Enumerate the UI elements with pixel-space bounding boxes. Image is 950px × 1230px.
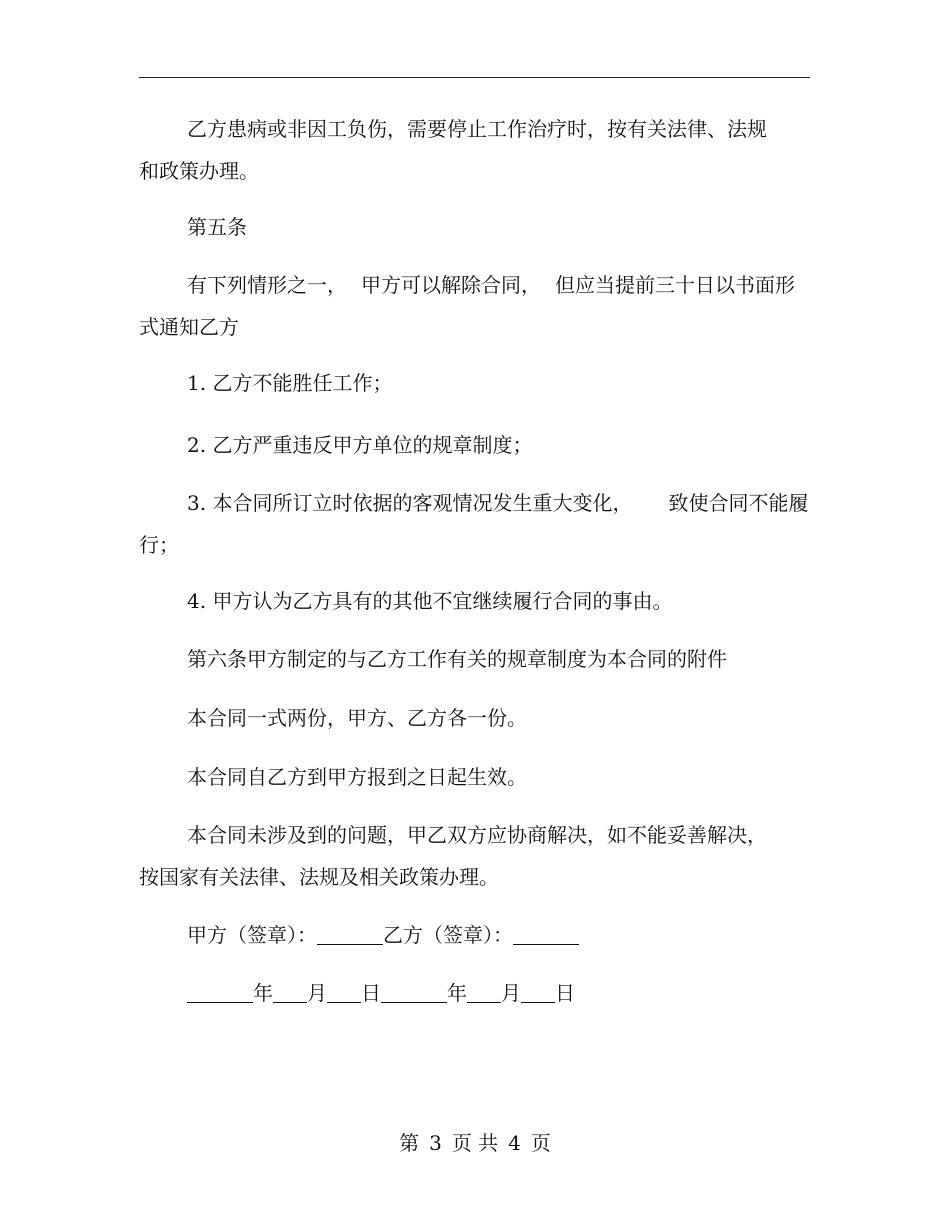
month-label: 月 [307,981,327,1005]
page-suffix: 页 [530,1131,551,1155]
paragraph-illness [139,108,810,192]
year-label: 年 [447,981,467,1005]
party-b-day-blank[interactable] [521,982,555,1003]
month-label: 月 [501,981,521,1005]
day-label: 日 [555,981,575,1005]
list-item-2 [139,424,810,466]
text-segment: 有下列情形之一， [187,273,347,297]
article-5-heading [139,206,810,248]
paragraph-line: 本合同未涉及到的问题，甲乙双方应协商解决，如不能妥善解决， [187,823,767,847]
page-footer [0,1126,950,1160]
text-segment: 但应当提前三十日以书面形 [555,273,795,297]
date-line [139,972,810,1014]
party-b-month-blank[interactable] [467,982,501,1003]
page-mid-text: 页 共 [451,1131,499,1155]
page-total-number: 4 [508,1131,521,1155]
paragraph-line: 本合同一式两份，甲方、乙方各一份。 [187,706,527,730]
list-item-1 [139,362,810,404]
list-item-text: 1. 乙方不能胜任工作； [187,371,393,395]
paragraph-line: 式通知乙方 [139,315,239,339]
year-label: 年 [253,981,273,1005]
party-b-signature-label: 乙方（签章）： [383,923,513,947]
party-a-day-blank[interactable] [327,982,361,1003]
list-item-4 [139,580,810,622]
list-item-text: 4. 甲方认为乙方具有的其他不宜继续履行合同的事由。 [187,589,673,613]
text-segment: 甲方可以解除合同， [361,273,541,297]
day-label: 日 [361,981,381,1005]
list-item-3 [139,482,810,566]
list-item-text: 2. 乙方严重违反甲方单位的规章制度； [187,433,533,457]
party-a-year-blank[interactable] [187,982,253,1003]
party-a-signature-label: 甲方（签章）： [187,923,317,947]
party-a-month-blank[interactable] [273,982,307,1003]
party-b-year-blank[interactable] [381,982,447,1003]
article-6-paragraph [139,638,810,680]
paragraph-unresolved [139,814,810,898]
paragraph-line [139,264,810,306]
text-segment: 致使合同不能履 [668,491,809,515]
article-heading-text: 第五条 [187,215,247,239]
signature-row [139,914,810,956]
paragraph-line: 本合同自乙方到甲方报到之日起生效。 [187,765,527,789]
list-item-line [139,482,810,524]
paragraph-termination-conditions [139,264,810,348]
paragraph-line: 和政策办理。 [139,159,259,183]
party-b-signature-blank[interactable] [513,924,579,945]
paragraph-line: 乙方患病或非因工负伤，需要停止工作治疗时，按有关法律、法规 [187,117,767,141]
header-rule [139,77,810,78]
paragraph-line: 第六条甲方制定的与乙方工作有关的规章制度为本合同的附件 [187,647,727,671]
list-item-line: 行； [139,533,179,557]
page-current-number: 3 [429,1131,442,1155]
signature-line [139,914,810,956]
page-prefix: 第 [399,1131,420,1155]
date-row [139,972,810,1014]
party-a-signature-blank[interactable] [317,924,383,945]
paragraph-effective [139,756,810,798]
text-segment: 3. 本合同所订立时依据的客观情况发生重大变化， [187,491,633,515]
paragraph-line: 按国家有关法律、法规及相关政策办理。 [139,865,499,889]
paragraph-copies [139,697,810,739]
